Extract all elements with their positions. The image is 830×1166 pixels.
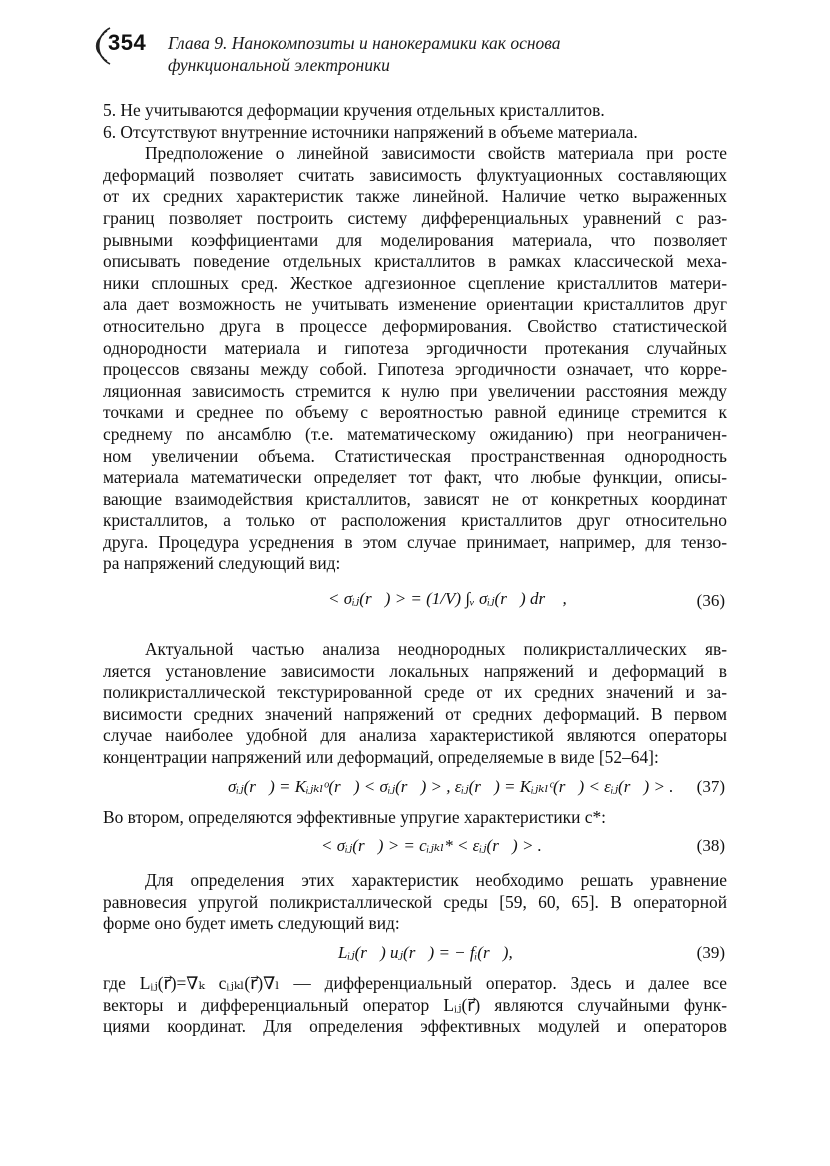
chapter-title — [168, 32, 688, 76]
equation-36 — [103, 575, 727, 627]
paragraph — [103, 973, 727, 1038]
text-line: однородности материала и гипотеза эргодичности протекания случайных — [103, 337, 727, 358]
equation-number: (36) — [696, 591, 725, 611]
text-line: ляется установление зависимости локальных напряжений и деформаций в — [103, 660, 727, 681]
paragraph — [103, 143, 727, 575]
equation-number: (38) — [696, 836, 725, 856]
text-line: от их средних характеристик также линейной. Наличие четко выраженных — [103, 186, 727, 207]
text-line: описывать поведение отдельных кристаллитов в рамках классической меха- — [103, 251, 727, 272]
equation-37 — [103, 769, 727, 807]
chapter-title-line: Глава 9. Нанокомпозиты и нанокерамики как основа — [168, 33, 561, 53]
text-line: Актуальной частью анализа неоднородных поликристаллических яв- — [145, 639, 727, 660]
list-item: 6. Отсутствуют внутренние источники напряжений в объеме материала. — [103, 121, 638, 142]
text-line: вающие взаимодействия кристаллитов, зависят не от конкретных координат — [103, 488, 727, 509]
paragraph — [103, 639, 727, 769]
equation-body: < σᵢⱼ(r⃗) > = (1/V) ∫ᵥ σᵢⱼ(r⃗) dr⃗ , — [328, 589, 567, 609]
running-header — [88, 22, 728, 84]
text-line: рывными коэффициентами для моделирования материала, что позволяет — [103, 229, 727, 250]
page-number: 354 — [108, 30, 147, 55]
equation-body: < σᵢⱼ(r⃗) > = cᵢⱼₖₗ* < εᵢⱼ(r⃗) > . — [321, 836, 542, 856]
text-line: форме оно будет иметь следующий вид: — [103, 913, 400, 934]
equation-38 — [103, 828, 727, 866]
text-line: ном увеличении объема. Статистическая пространственная однородность — [103, 445, 727, 466]
text-line: ляционная зависимость стремится к нулю при увеличении расстояния между — [103, 380, 727, 401]
equation-body: Lᵢⱼ(r⃗) uⱼ(r⃗) = − fᵢ(r⃗), — [338, 943, 513, 962]
text-line: Для определения этих характеристик необходимо решать уравнение — [145, 870, 727, 891]
text-line: процессов связаны между собой. Гипотеза эргодичности означает, что корре- — [103, 359, 727, 380]
text-line: кристаллитов, а только от расположения кристаллитов друг относительно — [103, 510, 727, 531]
text-line: друга. Процедура усреднения в этом случае принимает, например, для тензо- — [103, 531, 727, 552]
text-line: ала дает возможность не учитывать изменение ориентации кристаллитов друг — [103, 294, 727, 315]
equation-39 — [103, 935, 727, 973]
text-line: равновесия упругой поликристаллической среды [59, 60, 65]. В операторной — [103, 891, 727, 912]
text-line: относительно друга в процессе деформирования. Свойство статистической — [103, 315, 727, 336]
text-line: точками и среднее по объему с вероятностью равной единице стремится к — [103, 402, 727, 423]
text-line: Предположение о линейной зависимости свойств материала при росте — [145, 143, 727, 164]
text-line: случае наиболее удобной для анализа характеристикой являются операторы — [103, 725, 727, 746]
chapter-title-line: функциональной электроники — [168, 55, 390, 75]
text-line: среднему по ансамблю (т.е. математическому ожиданию) при неограничен- — [103, 423, 727, 444]
text-line: поликристаллической текстурированной среде от их средних значений и за- — [103, 682, 727, 703]
page-body — [103, 100, 727, 1038]
text-line: где Lᵢⱼ(r⃗)=∇ₖ cᵢⱼₖₗ(r⃗)∇ₗ — дифференциальный оператор. Здесь и далее все — [103, 973, 727, 993]
equation-body: σᵢⱼ(r⃗) = Kᵢⱼₖₗᵒ(r⃗) < σᵢⱼ(r⃗) > , εᵢⱼ(r⃗) = Kᵢⱼₖₗᶜ(r⃗) < εᵢⱼ(r⃗) > . — [228, 776, 674, 796]
equation-number: (39) — [696, 943, 725, 962]
text-line: деформаций позволяет считать зависимость флуктуационных составляющих — [103, 164, 727, 185]
paragraph — [103, 870, 727, 935]
text-line: ники сплошных сред. Жесткое адгезионное сцепление кристаллитов матери- — [103, 272, 727, 293]
text-line: ра напряжений следующий вид: — [103, 553, 341, 574]
text-line: границ позволяет построить систему дифференциальных уравнений с раз- — [103, 207, 727, 228]
text-line: висимости средних значений напряжений от средних деформаций. В первом — [103, 703, 727, 724]
text-line: материала математически определяет тот факт, что любые функции, описы- — [103, 467, 727, 488]
text-line: концентрации напряжений или деформаций, определяемые в виде [52–64]: — [103, 747, 659, 768]
text-line: Во втором, определяются эффективные упругие характеристики c*: — [103, 806, 607, 827]
equation-number: (37) — [696, 776, 725, 796]
text-line: векторы и дифференциальный оператор Lᵢⱼ(r⃗) являются случайными функ- — [103, 994, 727, 1015]
text-line: циями координат. Для определения эффективных модулей и операторов — [103, 1016, 727, 1037]
list-item: 5. Не учитываются деформации кручения отдельных кристаллитов. — [103, 100, 605, 120]
